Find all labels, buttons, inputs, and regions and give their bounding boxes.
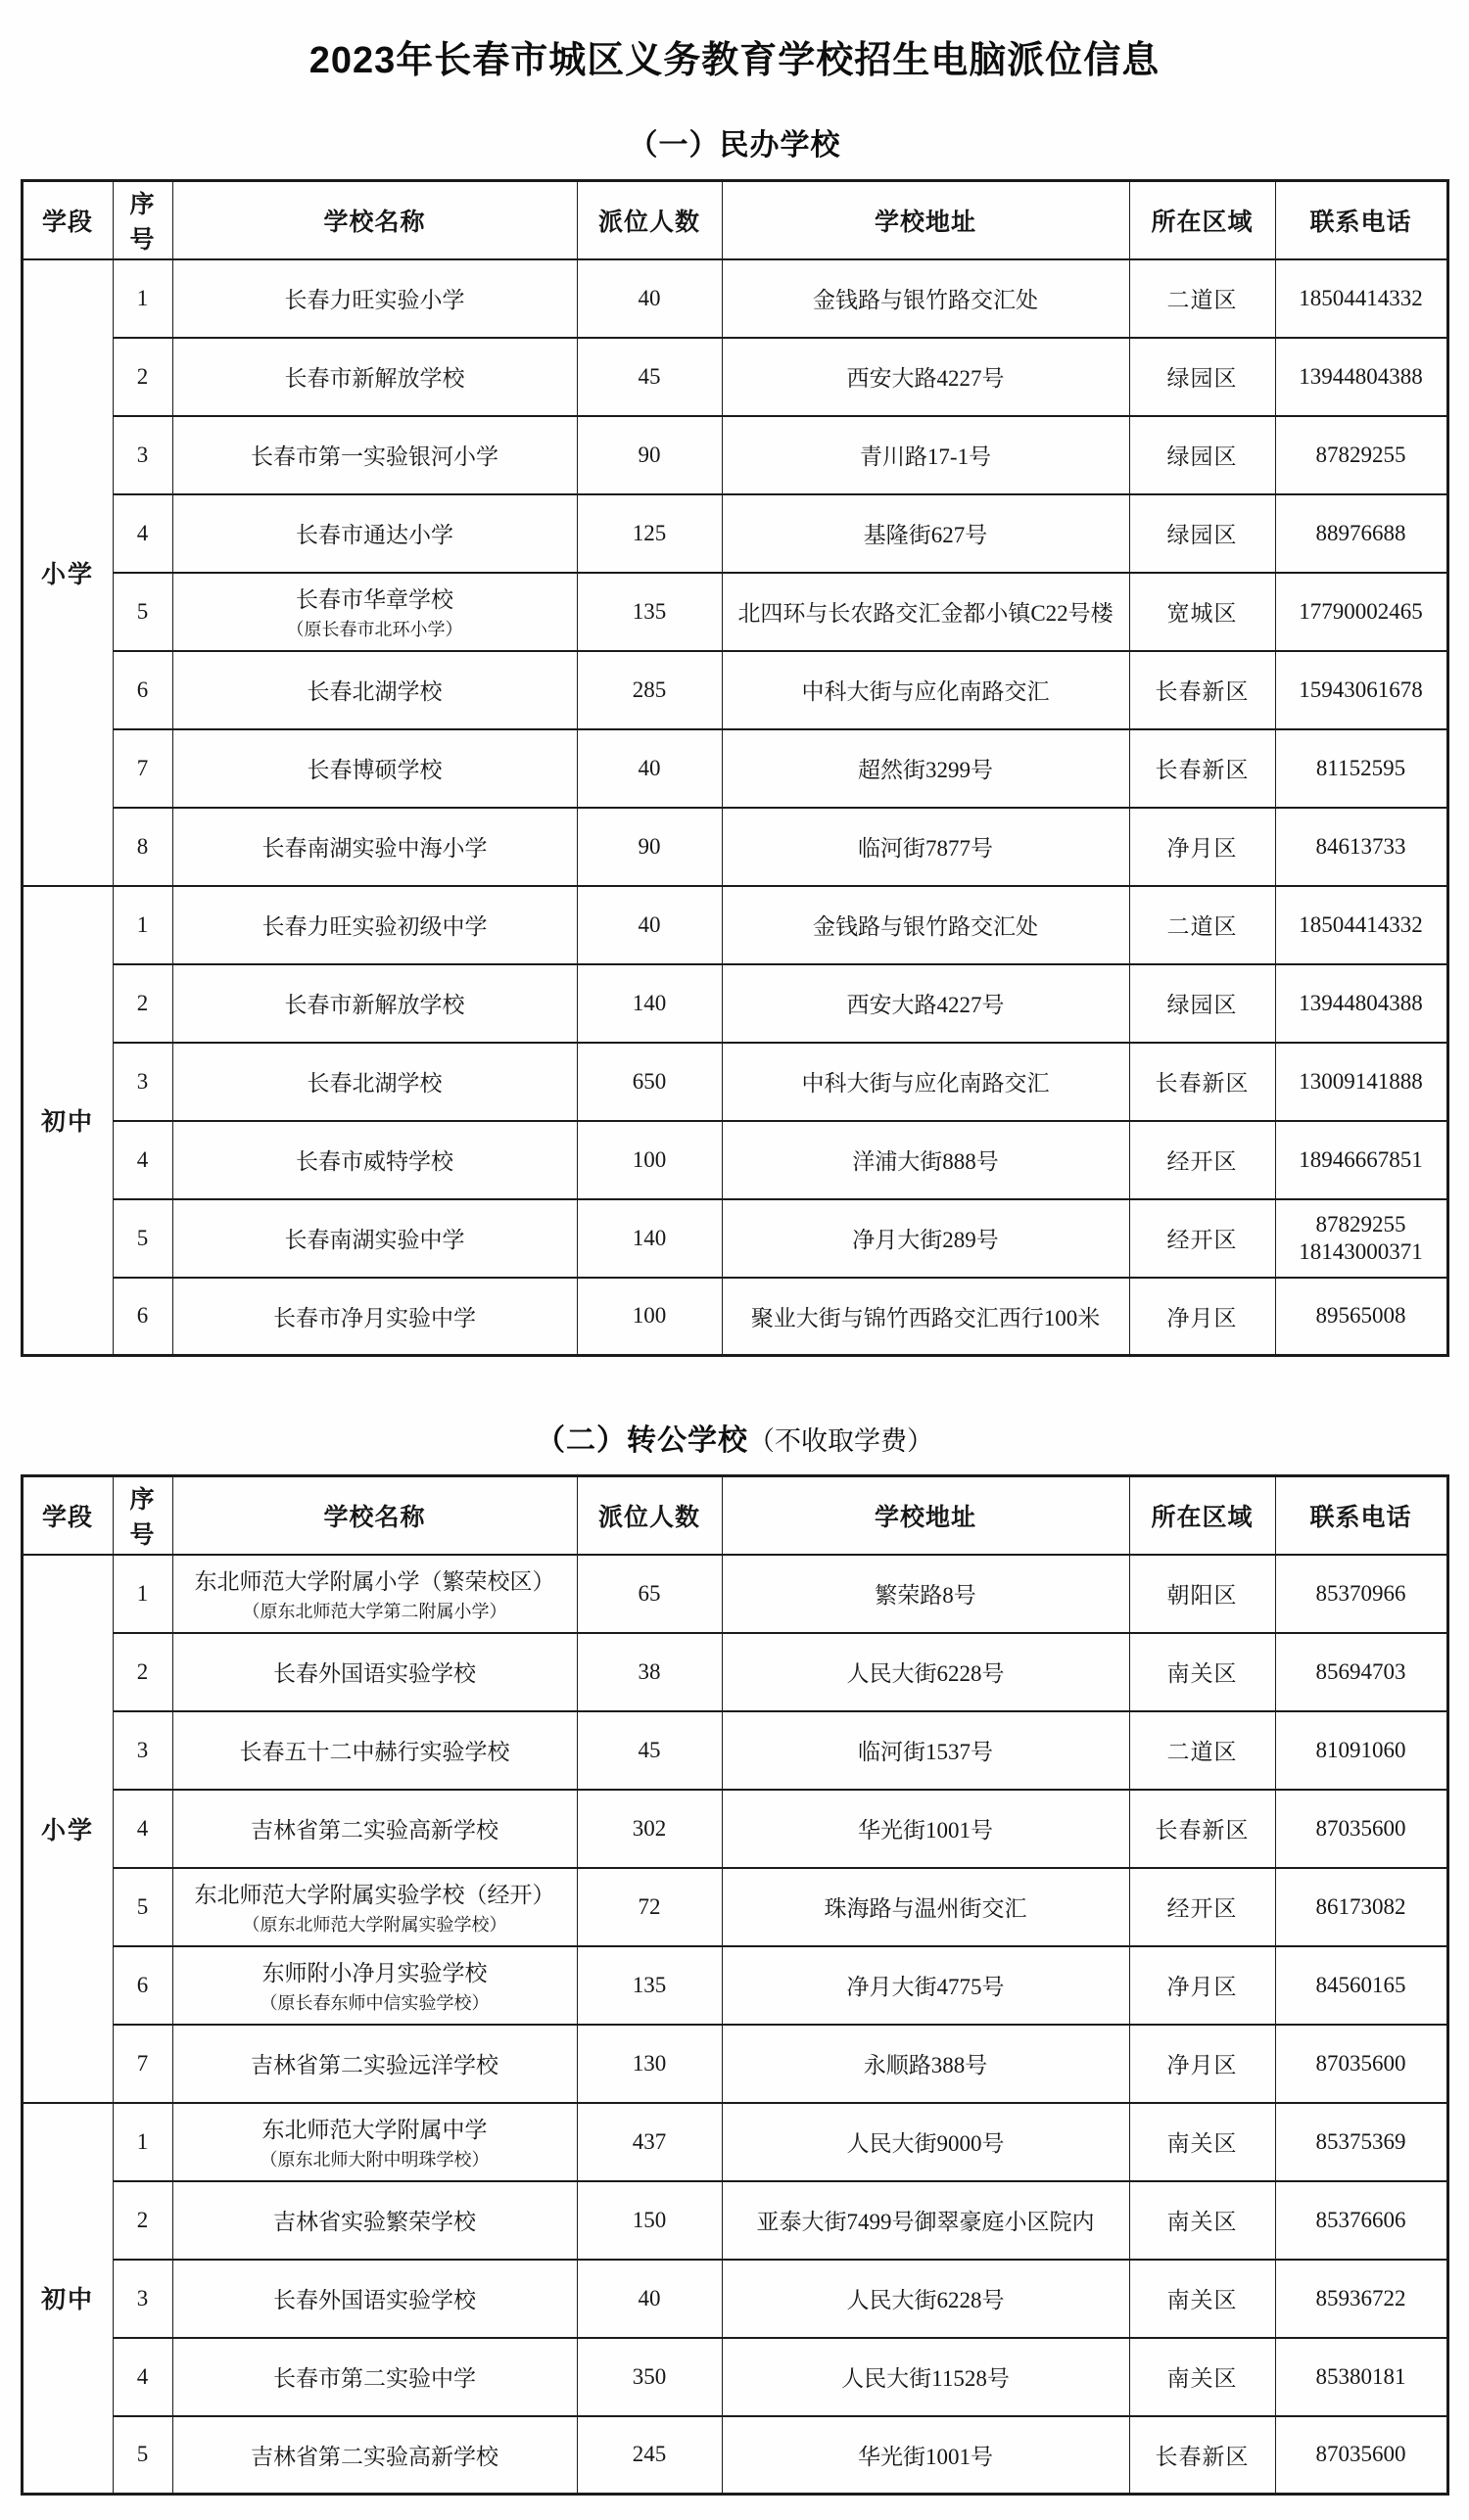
- school-name-cell: [172, 2181, 577, 2260]
- quota-cell: 40: [577, 886, 722, 964]
- phone-cell: [1275, 2416, 1447, 2495]
- school-former-name: （原长春东师中信实验学校）: [260, 1993, 490, 2013]
- phone-number: 87035600: [1315, 1815, 1406, 1841]
- column-header: 所在区域: [1129, 1476, 1275, 1555]
- phone-number: 13944804388: [1299, 990, 1423, 1015]
- column-header: 学校名称: [172, 181, 577, 259]
- school-name: 东北师范大学附属实验学校（经开）: [194, 1883, 555, 1907]
- row-number-cell: 8: [113, 808, 172, 886]
- header-row: [22, 181, 1447, 259]
- phone-number: 17790002465: [1299, 598, 1423, 624]
- district-cell: 长春新区: [1129, 2416, 1275, 2495]
- school-name-cell: [172, 1199, 577, 1278]
- phone-number: 85375369: [1315, 2128, 1406, 2154]
- phone-number: 85370966: [1315, 1580, 1406, 1606]
- district-cell: 南关区: [1129, 2338, 1275, 2416]
- phone-cell: [1275, 1278, 1447, 1356]
- school-name: 长春南湖实验中学: [284, 1228, 465, 1252]
- phone-cell: [1275, 808, 1447, 886]
- school-name: 长春北湖学校: [307, 1071, 443, 1096]
- row-number-cell: 5: [113, 1868, 172, 1946]
- table-row: [22, 729, 1447, 808]
- quota-cell: 150: [577, 2181, 722, 2260]
- school-name-cell: [172, 1121, 577, 1199]
- row-number-cell: 7: [113, 2025, 172, 2103]
- quota-cell: 65: [577, 1555, 722, 1633]
- phone-cell: [1275, 416, 1447, 494]
- phone-number: 81152595: [1315, 755, 1406, 780]
- school-name: 长春市净月实验中学: [273, 1305, 476, 1330]
- district-cell: 经开区: [1129, 1199, 1275, 1278]
- district-cell: 南关区: [1129, 2260, 1275, 2338]
- column-header: 学校地址: [722, 1476, 1129, 1555]
- phone-number: 85376606: [1315, 2207, 1406, 2232]
- school-name-cell: [172, 2260, 577, 2338]
- phone-cell: [1275, 2260, 1447, 2338]
- district-cell: 绿园区: [1129, 494, 1275, 573]
- school-name-cell: [172, 416, 577, 494]
- address-cell: 亚泰大街7499号御翠豪庭小区院内: [722, 2181, 1129, 2260]
- phone-number: 84613733: [1315, 833, 1406, 859]
- row-number-cell: 3: [113, 416, 172, 494]
- school-name: 长春市第一实验银河小学: [251, 444, 498, 469]
- phone-number: 13944804388: [1299, 363, 1423, 389]
- phone-cell: [1275, 1711, 1447, 1790]
- table-row: [22, 494, 1447, 573]
- address-cell: 金钱路与银竹路交汇处: [722, 259, 1129, 338]
- address-cell: 华光街1001号: [722, 2416, 1129, 2495]
- quota-cell: 140: [577, 964, 722, 1043]
- row-number-cell: 5: [113, 2416, 172, 2495]
- district-cell: 朝阳区: [1129, 1555, 1275, 1633]
- quota-cell: 350: [577, 2338, 722, 2416]
- address-cell: 净月大街4775号: [722, 1946, 1129, 2025]
- address-cell: 华光街1001号: [722, 1790, 1129, 1868]
- quota-cell: 135: [577, 573, 722, 651]
- row-number-cell: 4: [113, 494, 172, 573]
- table-row: [22, 2338, 1447, 2416]
- quota-cell: 90: [577, 416, 722, 494]
- stage-cell: 初中: [22, 2103, 113, 2495]
- phone-number-2: 18143000371: [1299, 1238, 1423, 1264]
- phone-cell: [1275, 886, 1447, 964]
- quota-cell: 140: [577, 1199, 722, 1278]
- school-name: 长春北湖学校: [307, 679, 443, 704]
- phone-number: 13009141888: [1299, 1068, 1423, 1094]
- table-row: [22, 1121, 1447, 1199]
- stage-cell: 小学: [22, 259, 113, 886]
- school-name-cell: [172, 808, 577, 886]
- phone-cell: [1275, 259, 1447, 338]
- quota-cell: 125: [577, 494, 722, 573]
- phone-number: 85380181: [1315, 2363, 1406, 2389]
- phone-number: 87035600: [1315, 2442, 1406, 2467]
- district-cell: 长春新区: [1129, 1790, 1275, 1868]
- row-number-cell: 6: [113, 651, 172, 729]
- table-row: [22, 2103, 1447, 2181]
- address-cell: 临河街1537号: [722, 1711, 1129, 1790]
- school-name-cell: [172, 338, 577, 416]
- quota-cell: 100: [577, 1278, 722, 1356]
- table-row: [22, 1868, 1447, 1946]
- school-name: 长春市新解放学校: [284, 366, 465, 391]
- school-name-cell: [172, 729, 577, 808]
- row-number-cell: 2: [113, 1633, 172, 1711]
- phone-number: 87829255: [1315, 1211, 1406, 1237]
- table-row: [22, 2416, 1447, 2495]
- school-name: 长春市华章学校: [296, 587, 453, 612]
- quota-cell: 245: [577, 2416, 722, 2495]
- phone-cell: [1275, 2025, 1447, 2103]
- school-name-cell: [172, 2025, 577, 2103]
- address-cell: 繁荣路8号: [722, 1555, 1129, 1633]
- column-header: 派位人数: [577, 1476, 722, 1555]
- district-cell: 二道区: [1129, 259, 1275, 338]
- quota-cell: 38: [577, 1633, 722, 1711]
- table-row: [22, 1043, 1447, 1121]
- school-name: 长春博硕学校: [307, 758, 443, 782]
- school-name: 吉林省实验繁荣学校: [273, 2210, 476, 2234]
- school-name: 长春外国语实验学校: [273, 1661, 476, 1686]
- quota-cell: 285: [577, 651, 722, 729]
- address-cell: 中科大街与应化南路交汇: [722, 1043, 1129, 1121]
- phone-number: 15943061678: [1299, 677, 1423, 702]
- row-number-cell: 1: [113, 1555, 172, 1633]
- school-name-cell: [172, 2416, 577, 2495]
- school-name-cell: [172, 651, 577, 729]
- district-cell: 二道区: [1129, 886, 1275, 964]
- school-name-cell: [172, 1711, 577, 1790]
- row-number-cell: 3: [113, 2260, 172, 2338]
- address-cell: 中科大街与应化南路交汇: [722, 651, 1129, 729]
- phone-number: 88976688: [1315, 520, 1406, 545]
- row-number-cell: 1: [113, 259, 172, 338]
- district-cell: 绿园区: [1129, 964, 1275, 1043]
- quota-cell: 72: [577, 1868, 722, 1946]
- district-cell: 长春新区: [1129, 1043, 1275, 1121]
- address-cell: 聚业大街与锦竹西路交汇西行100米: [722, 1278, 1129, 1356]
- quota-cell: 45: [577, 1711, 722, 1790]
- school-name: 东北师范大学附属中学: [261, 2118, 488, 2142]
- address-cell: 人民大街11528号: [722, 2338, 1129, 2416]
- school-name-cell: [172, 573, 577, 651]
- table-row: [22, 1278, 1447, 1356]
- phone-cell: [1275, 1043, 1447, 1121]
- row-number-cell: 4: [113, 2338, 172, 2416]
- section-heading-text: （一）民办学校: [628, 129, 841, 162]
- phone-number: 87035600: [1315, 2050, 1406, 2076]
- quota-cell: 90: [577, 808, 722, 886]
- school-name-cell: [172, 964, 577, 1043]
- phone-cell: [1275, 1121, 1447, 1199]
- row-number-cell: 1: [113, 886, 172, 964]
- column-header: 联系电话: [1275, 181, 1447, 259]
- district-cell: 绿园区: [1129, 416, 1275, 494]
- quota-cell: 40: [577, 259, 722, 338]
- school-name: 吉林省第二实验远洋学校: [251, 2053, 498, 2077]
- district-cell: 二道区: [1129, 1711, 1275, 1790]
- table-row: [22, 2181, 1447, 2260]
- phone-number: 84560165: [1315, 1972, 1406, 1997]
- table-row: [22, 1633, 1447, 1711]
- district-cell: 南关区: [1129, 1633, 1275, 1711]
- quota-cell: 100: [577, 1121, 722, 1199]
- address-cell: 珠海路与温州街交汇: [722, 1868, 1129, 1946]
- quota-cell: 437: [577, 2103, 722, 2181]
- school-former-name: （原东北师大附中明珠学校）: [260, 2150, 490, 2170]
- phone-cell: [1275, 964, 1447, 1043]
- school-former-name: （原东北师范大学附属实验学校）: [242, 1915, 507, 1935]
- school-name-cell: [172, 2103, 577, 2181]
- school-name: 长春外国语实验学校: [273, 2288, 476, 2312]
- address-cell: 超然街3299号: [722, 729, 1129, 808]
- column-header: 学段: [22, 181, 113, 259]
- table-row: [22, 338, 1447, 416]
- address-cell: 永顺路388号: [722, 2025, 1129, 2103]
- address-cell: 洋浦大街888号: [722, 1121, 1129, 1199]
- table-row: [22, 573, 1447, 651]
- address-cell: 人民大街9000号: [722, 2103, 1129, 2181]
- district-cell: 净月区: [1129, 808, 1275, 886]
- phone-cell: [1275, 1946, 1447, 2025]
- school-name: 长春力旺实验小学: [284, 288, 465, 312]
- address-cell: 人民大街6228号: [722, 2260, 1129, 2338]
- row-number-cell: 1: [113, 2103, 172, 2181]
- district-cell: 净月区: [1129, 1278, 1275, 1356]
- school-former-name: （原长春市北环小学）: [286, 620, 463, 639]
- phone-number: 86173082: [1315, 1893, 1406, 1919]
- quota-cell: 135: [577, 1946, 722, 2025]
- phone-cell: [1275, 338, 1447, 416]
- school-name-cell: [172, 259, 577, 338]
- phone-number: 85936722: [1315, 2285, 1406, 2310]
- district-cell: 净月区: [1129, 1946, 1275, 2025]
- school-name-cell: [172, 1868, 577, 1946]
- row-number-cell: 5: [113, 1199, 172, 1278]
- quota-cell: 650: [577, 1043, 722, 1121]
- school-name-cell: [172, 494, 577, 573]
- table-row: [22, 1199, 1447, 1278]
- table-row: [22, 886, 1447, 964]
- address-cell: 临河街7877号: [722, 808, 1129, 886]
- column-header: 序号: [113, 181, 172, 259]
- district-cell: 经开区: [1129, 1868, 1275, 1946]
- quota-cell: 40: [577, 729, 722, 808]
- row-number-cell: 3: [113, 1043, 172, 1121]
- row-number-cell: 4: [113, 1121, 172, 1199]
- school-name: 吉林省第二实验高新学校: [251, 1818, 498, 1843]
- section-heading: [0, 120, 1469, 163]
- school-name: 长春力旺实验初级中学: [261, 914, 488, 939]
- school-name: 长春南湖实验中海小学: [261, 836, 488, 861]
- table-row: [22, 964, 1447, 1043]
- school-name: 东师附小净月实验学校: [261, 1961, 488, 1985]
- district-cell: 南关区: [1129, 2181, 1275, 2260]
- column-header: 序号: [113, 1476, 172, 1555]
- school-name-cell: [172, 1043, 577, 1121]
- section-heading-suffix: （不收取学费）: [748, 1426, 933, 1456]
- table-row: [22, 1555, 1447, 1633]
- row-number-cell: 6: [113, 1946, 172, 2025]
- phone-cell: [1275, 2103, 1447, 2181]
- district-cell: 南关区: [1129, 2103, 1275, 2181]
- address-cell: 青川路17-1号: [722, 416, 1129, 494]
- address-cell: 基隆街627号: [722, 494, 1129, 573]
- phone-cell: [1275, 1868, 1447, 1946]
- column-header: 学校地址: [722, 181, 1129, 259]
- district-cell: 净月区: [1129, 2025, 1275, 2103]
- phone-number: 85694703: [1315, 1658, 1406, 1684]
- school-name: 长春五十二中赫行实验学校: [239, 1740, 510, 1764]
- address-cell: 金钱路与银竹路交汇处: [722, 886, 1129, 964]
- schools-table: [21, 1474, 1449, 2496]
- phone-number: 18504414332: [1299, 911, 1423, 937]
- school-name-cell: [172, 1946, 577, 2025]
- phone-number: 18946667851: [1299, 1146, 1423, 1172]
- phone-cell: [1275, 1790, 1447, 1868]
- school-name: 长春市新解放学校: [284, 993, 465, 1017]
- quota-cell: 130: [577, 2025, 722, 2103]
- address-cell: 人民大街6228号: [722, 1633, 1129, 1711]
- school-name: 东北师范大学附属小学（繁荣校区）: [194, 1569, 555, 1594]
- stage-cell: 初中: [22, 886, 113, 1356]
- phone-cell: [1275, 1633, 1447, 1711]
- column-header: 联系电话: [1275, 1476, 1447, 1555]
- district-cell: 长春新区: [1129, 729, 1275, 808]
- district-cell: 经开区: [1129, 1121, 1275, 1199]
- phone-cell: [1275, 1555, 1447, 1633]
- table-row: [22, 416, 1447, 494]
- column-header: 学段: [22, 1476, 113, 1555]
- phone-cell: [1275, 573, 1447, 651]
- sections-container: [0, 120, 1469, 2496]
- school-name: 长春市第二实验中学: [273, 2366, 476, 2391]
- address-cell: 北四环与长农路交汇金都小镇C22号楼: [722, 573, 1129, 651]
- school-former-name: （原东北师范大学第二附属小学）: [242, 1602, 507, 1621]
- phone-number: 89565008: [1315, 1303, 1406, 1329]
- row-number-cell: 7: [113, 729, 172, 808]
- phone-cell: [1275, 729, 1447, 808]
- district-cell: 长春新区: [1129, 651, 1275, 729]
- school-name: 长春市威特学校: [296, 1149, 453, 1174]
- school-name: 吉林省第二实验高新学校: [251, 2444, 498, 2469]
- phone-cell: [1275, 2338, 1447, 2416]
- header-row: [22, 1476, 1447, 1555]
- table-row: [22, 2260, 1447, 2338]
- section-heading-text: （二）转公学校: [536, 1424, 748, 1457]
- phone-cell: [1275, 1199, 1447, 1278]
- phone-cell: [1275, 651, 1447, 729]
- table-row: [22, 808, 1447, 886]
- phone-number: 18504414332: [1299, 285, 1423, 310]
- row-number-cell: 2: [113, 338, 172, 416]
- school-name-cell: [172, 1555, 577, 1633]
- row-number-cell: 2: [113, 964, 172, 1043]
- schools-table: [21, 179, 1449, 1357]
- table-row: [22, 2025, 1447, 2103]
- school-name-cell: [172, 886, 577, 964]
- row-number-cell: 3: [113, 1711, 172, 1790]
- section-heading: [0, 1416, 1469, 1459]
- row-number-cell: 4: [113, 1790, 172, 1868]
- row-number-cell: 2: [113, 2181, 172, 2260]
- page-title: 2023年长春市城区义务教育学校招生电脑派位信息: [308, 40, 1161, 81]
- column-header: 学校名称: [172, 1476, 577, 1555]
- school-name-cell: [172, 1278, 577, 1356]
- row-number-cell: 6: [113, 1278, 172, 1356]
- phone-number: 81091060: [1315, 1737, 1406, 1762]
- column-header: 派位人数: [577, 181, 722, 259]
- quota-cell: 40: [577, 2260, 722, 2338]
- table-row: [22, 259, 1447, 338]
- phone-cell: [1275, 2181, 1447, 2260]
- phone-cell: [1275, 494, 1447, 573]
- table-row: [22, 651, 1447, 729]
- row-number-cell: 5: [113, 573, 172, 651]
- district-cell: 绿园区: [1129, 338, 1275, 416]
- school-name-cell: [172, 2338, 577, 2416]
- phone-number: 87829255: [1315, 442, 1406, 467]
- address-cell: 西安大路4227号: [722, 964, 1129, 1043]
- address-cell: 西安大路4227号: [722, 338, 1129, 416]
- table-row: [22, 1946, 1447, 2025]
- school-name-cell: [172, 1633, 577, 1711]
- column-header: 所在区域: [1129, 181, 1275, 259]
- quota-cell: 45: [577, 338, 722, 416]
- stage-cell: 小学: [22, 1555, 113, 2103]
- school-name-cell: [172, 1790, 577, 1868]
- quota-cell: 302: [577, 1790, 722, 1868]
- school-name: 长春市通达小学: [296, 523, 453, 547]
- district-cell: 宽城区: [1129, 573, 1275, 651]
- table-row: [22, 1711, 1447, 1790]
- address-cell: 净月大街289号: [722, 1199, 1129, 1278]
- table-row: [22, 1790, 1447, 1868]
